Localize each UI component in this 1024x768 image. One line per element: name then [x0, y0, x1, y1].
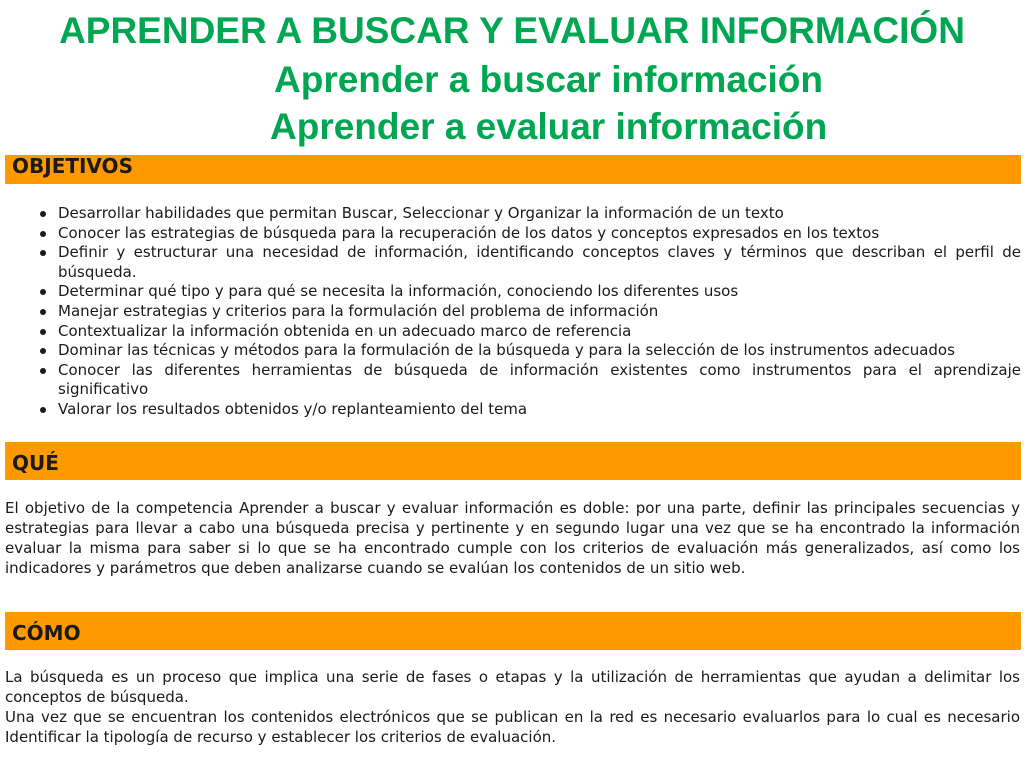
- list-item: Manejar estrategias y criterios para la formulación del problema de información: [0, 302, 1021, 322]
- list-item: Determinar qué tipo y para qué se necesita la información, conociendo los diferentes usos: [0, 282, 1021, 302]
- que-paragraph: El objetivo de la competencia Aprender a buscar y evaluar información es doble: por una parte, definir las principales secuencias y estrategias para llevar a cabo una búsqueda precisa y pertinente y en segundo lugar una vez que se ha encontrado la información evaluar la misma para saber si lo que se ha encontrado cumple con los criterios de evaluación más generalizados, así como los indicadores y parámetros que deben analizarse cuando se evalúan los contenidos de un sitio web.: [5, 499, 1020, 577]
- section-heading-como: CÓMO: [5, 612, 1021, 650]
- page-title: APRENDER A BUSCAR Y EVALUAR INFORMACIÓN: [59, 10, 965, 51]
- list-item: Valorar los resultados obtenidos y/o replanteamiento del tema: [0, 400, 1021, 420]
- como-paragraph-2: Una vez que se encuentran los contenidos electrónicos que se publican en la red es necesario evaluarlos para lo cual es necesario Identificar la tipología de recurso y establecer los criterios de evaluación.: [5, 708, 1020, 746]
- objetivos-list: [0, 204, 1021, 420]
- subtitle-evaluar: Aprender a evaluar información: [270, 106, 828, 147]
- section-heading-que: QUÉ: [5, 442, 1021, 480]
- list-item: Conocer las diferentes herramientas de búsqueda de información existentes como instrumentos para el aprendizaje significativo: [0, 361, 1021, 400]
- section-heading-objetivos: OBJETIVOS: [5, 155, 1021, 184]
- como-paragraph-1: La búsqueda es un proceso que implica una serie de fases o etapas y la utilización de herramientas que ayudan a delimitar los conceptos de búsqueda.: [5, 668, 1020, 706]
- list-item: Dominar las técnicas y métodos para la formulación de la búsqueda y para la selección de los instrumentos adecuados: [0, 341, 1021, 361]
- subtitle-buscar: Aprender a buscar información: [274, 59, 823, 100]
- list-item: Desarrollar habilidades que permitan Buscar, Seleccionar y Organizar la información de un texto: [0, 204, 1021, 224]
- list-item: Contextualizar la información obtenida en un adecuado marco de referencia: [0, 322, 1021, 342]
- list-item: Conocer las estrategias de búsqueda para la recuperación de los datos y conceptos expresados en los textos: [0, 224, 1021, 244]
- list-item: Definir y estructurar una necesidad de información, identificando conceptos claves y términos que describan el perfil de búsqueda.: [0, 243, 1021, 282]
